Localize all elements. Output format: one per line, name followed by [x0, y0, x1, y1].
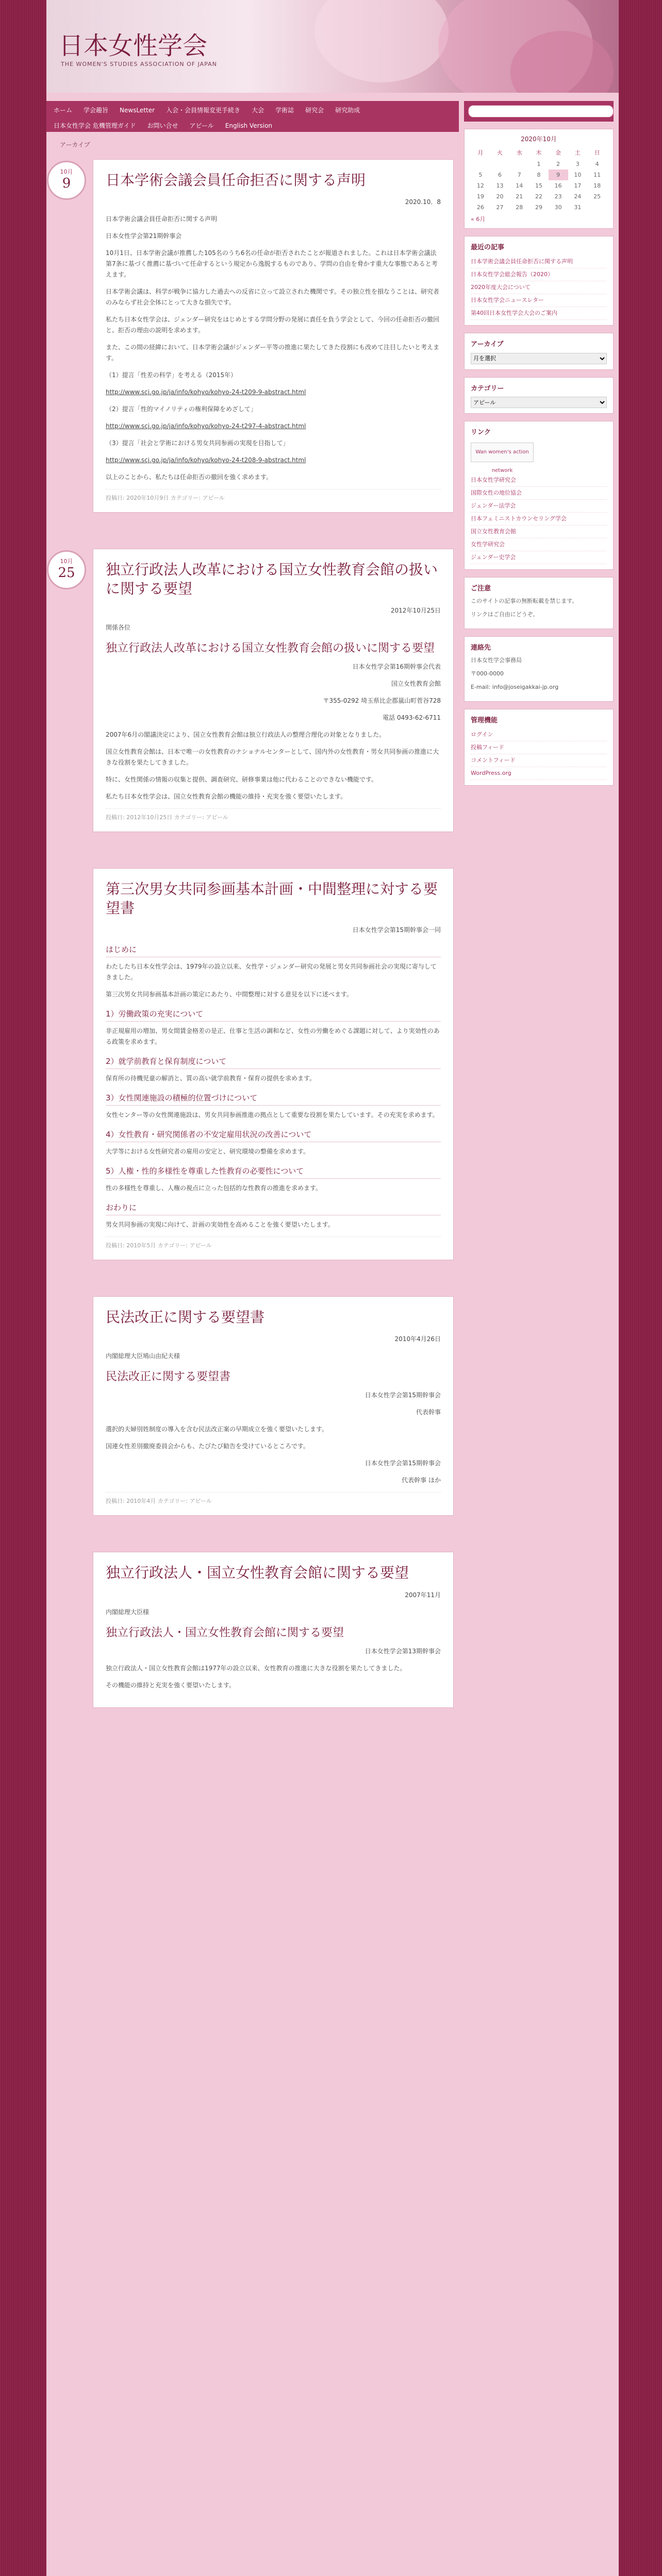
post-paragraph: 選択的夫婦別姓制度の導入を含む民法改正案の早期成立を強く要望いたします。 — [106, 1426, 328, 1433]
calendar-day[interactable]: 28 — [516, 204, 523, 211]
calendar-weekday: 水 — [516, 149, 522, 156]
post-addressee: 内閣総理大臣鳩山由紀夫様 — [106, 1352, 180, 1360]
header-banner — [46, 0, 619, 93]
admin-link[interactable]: 投稿フィード — [471, 741, 607, 754]
search-box — [464, 101, 614, 122]
external-link[interactable]: 日本フェミニストカウンセリング学会 — [471, 513, 607, 526]
reference-text: （2）提言「性的マイノリティの権利保障をめざして」 — [106, 405, 257, 413]
post-subtitle: 民法改正に関する要望書 — [106, 1370, 231, 1384]
calendar-day[interactable]: 15 — [535, 182, 542, 189]
notice-title: ご注意 — [471, 585, 491, 592]
calendar-day[interactable]: 19 — [476, 193, 484, 200]
post-article — [58, 549, 454, 832]
post-sender: 日本女性学会第13期幹事会 — [365, 1647, 441, 1655]
nav-item[interactable]: 研究会 — [305, 107, 324, 114]
calendar-day — [587, 202, 607, 213]
calendar-day[interactable]: 17 — [574, 182, 582, 189]
post-paragraph: 私たち日本女性学会は、国立女性教育会館の機能の維持・充実を強く要望いたします。 — [106, 793, 347, 801]
section-paragraph: 性の多様性を尊重し、人権の視点に立った包括的な性教育の推進を求めます。 — [106, 1184, 322, 1192]
calendar-weekday: 日 — [594, 149, 600, 156]
external-link[interactable]: 国立女性教育会館 — [471, 526, 607, 538]
site-subtitle: THE WOMEN'S STUDIES ASSOCIATION OF JAPAN — [61, 61, 217, 67]
calendar-widget — [464, 129, 614, 229]
calendar-week-row — [471, 180, 607, 191]
date-badge — [47, 161, 86, 200]
calendar-day[interactable]: 9 — [549, 170, 568, 180]
calendar-day[interactable]: 7 — [517, 172, 521, 178]
calendar-week-row — [471, 159, 607, 170]
calendar-weekday: 火 — [497, 149, 503, 156]
post-paragraph: 特に、女性関係の情報の収集と提供、調査研究、研修事業は他に代わることのできない機能です。 — [106, 776, 378, 784]
post-signer: 代表幹事 ほか — [402, 1477, 441, 1484]
calendar-day[interactable]: 1 — [537, 161, 541, 167]
external-link[interactable]: 女性学研究会 — [471, 538, 607, 551]
post-date: 2012年10月25日 — [390, 607, 441, 615]
calendar-day[interactable]: 26 — [476, 204, 484, 211]
recent-posts-widget — [464, 236, 614, 326]
calendar-week-row — [471, 170, 607, 180]
calendar-day — [490, 159, 510, 170]
post-paragraph: 国連女性差別撤廃委員会からも、たびたび勧告を受けているところです。 — [106, 1443, 309, 1450]
contact-widget — [464, 636, 614, 702]
section-heading: 3）女性関連施設の積極的位置づけについて — [106, 1092, 441, 1106]
post-paragraph: 第三次男女共同参画基本計画の策定にあたり、中間整理に対する意見を以下に述べます。 — [106, 990, 353, 998]
post-article — [93, 1552, 454, 1707]
calendar-weekday: 金 — [555, 149, 561, 156]
post-title[interactable]: 第三次男女共同参画基本計画・中間整理に対する要望書 — [106, 880, 438, 917]
post-paragraph: 独立行政法人・国立女性教育会館は1977年の設立以来、女性教育の推進に大きな役割を果たしてきました。 — [106, 1664, 406, 1672]
recent-post-link[interactable]: 第40回日本女性学会大会のご案内 — [471, 307, 607, 320]
post-subtitle: 独立行政法人・国立女性教育会館に関する要望 — [106, 1626, 344, 1639]
nav-item[interactable]: 学会趣旨 — [84, 107, 109, 114]
post-sender: 日本女性学会第16期幹事会代表 — [352, 663, 441, 671]
notice-body — [471, 597, 607, 619]
post-sender: 〒355-0292 埼玉県比企郡嵐山町菅谷728 — [323, 697, 441, 705]
recent-posts-title: 最近の記事 — [471, 244, 505, 251]
contact-title: 連絡先 — [471, 644, 491, 652]
calendar-day[interactable]: 27 — [496, 204, 504, 211]
admin-link[interactable]: コメントフィード — [471, 754, 607, 767]
calendar-day[interactable]: 11 — [593, 172, 601, 178]
category-select[interactable] — [471, 397, 607, 408]
notice-text: このサイトの記事の無断転載を禁じます。 — [471, 598, 578, 604]
calendar-day[interactable]: 30 — [554, 204, 562, 211]
post-sender: 日本女性学会第15期幹事会 — [365, 1392, 441, 1399]
calendar-day[interactable]: 14 — [516, 182, 523, 189]
calendar-day[interactable]: 10 — [574, 172, 582, 178]
category-title: カテゴリー — [471, 384, 504, 393]
calendar-day[interactable]: 16 — [554, 182, 562, 189]
post-paragraph: 日本学術会議会員任命拒否に関する声明 — [106, 215, 218, 223]
section-heading: はじめに — [106, 944, 441, 957]
post-date: 2010年4月26日 — [394, 1335, 441, 1343]
calendar-day[interactable]: 20 — [496, 193, 504, 200]
nav-row-secondary — [46, 116, 459, 132]
post-footer: 投稿日: 2010年5月 カテゴリー: アピール — [106, 1236, 441, 1249]
contact-line: 〒000-0000 — [471, 670, 504, 677]
external-link[interactable]: 日本女性学研究会 — [471, 474, 607, 487]
calendar-header-row — [471, 146, 607, 159]
calendar-weekday: 土 — [574, 149, 581, 156]
recent-post-link[interactable]: 2020年度大会について — [471, 281, 607, 294]
post-article — [93, 868, 454, 1260]
section-paragraph: 女性センター等の女性関連施設は、男女共同参画推進の拠点として重要な役割を果たしています。その充実を求めます。 — [106, 1111, 439, 1118]
links-list — [471, 474, 607, 564]
reference-text: （1）提言「性差の科学」を考える（2015年） — [106, 371, 237, 379]
archive-title: アーカイブ — [471, 341, 504, 348]
post-title[interactable]: 日本学術会議会員任命拒否に関する声明 — [106, 172, 366, 189]
wan-banner[interactable]: Wan women's action network — [471, 443, 534, 462]
post-paragraph: その機能の維持と充実を強く要望いたします。 — [106, 1681, 236, 1689]
site-title[interactable]: 日本女性学会 — [59, 31, 208, 60]
date-badge-month: 10月 — [60, 168, 73, 175]
main-nav — [46, 101, 459, 132]
archive-widget — [464, 333, 614, 370]
recent-posts-list — [471, 256, 607, 320]
nav-item[interactable]: 学術誌 — [275, 107, 294, 114]
recent-post-link[interactable]: 日本女性学会ニュースレター — [471, 294, 607, 307]
calendar-day[interactable]: 3 — [575, 161, 580, 167]
post-title[interactable]: 民法改正に関する要望書 — [106, 1308, 265, 1326]
calendar-day[interactable]: 2 — [556, 161, 560, 167]
post-sender: 国立女性教育会館 — [391, 680, 441, 688]
nav-item[interactable]: English Version — [225, 122, 273, 129]
reference-text: （3）提言「社会と学術における男女共同参画の実現を目指して」 — [106, 439, 289, 447]
post-paragraph: 2007年6月の閣議決定により、国立女性教育会館は独立行政法人の整理合理化の対象となりました。 — [106, 731, 386, 739]
post-footer: 投稿日: 2010年4月 カテゴリー: アピール — [106, 1492, 441, 1505]
calendar-weekday: 月 — [477, 149, 484, 156]
section-heading: 5）人権・性的多様性を尊重した性教育の必要性について — [106, 1165, 441, 1179]
nav-item[interactable]: アピール — [189, 122, 214, 129]
calendar-week-row — [471, 191, 607, 202]
post-addressee: 内閣総理大臣様 — [106, 1608, 150, 1616]
notice-text: リンクはご自由にどうぞ。 — [471, 611, 539, 618]
reference-link[interactable]: http://www.scj.go.jp/ja/info/kohyo/kohyo-24-t209-9-abstract.html — [106, 388, 306, 396]
calendar-day[interactable]: 24 — [574, 193, 582, 200]
section-heading: 4）女性教育・研究関係者の不安定雇用状況の改善について — [106, 1129, 441, 1142]
calendar-prev-link[interactable]: « 6月 — [471, 216, 486, 223]
section-heading: おわりに — [106, 1202, 441, 1215]
post-closing: 以上のことから、私たちは任命拒否の撤回を強く求めます。 — [106, 473, 273, 481]
contact-body — [471, 656, 607, 692]
calendar-day[interactable]: 12 — [476, 182, 484, 189]
search-input[interactable] — [468, 105, 614, 117]
post-paragraph: 私たち日本女性学会は、ジェンダー研究をはじめとする学問分野の発展に責任を負う学会として、今回の任命拒否の撤回と、拒否の理由の説明を求めます。 — [106, 316, 440, 334]
calendar-day[interactable]: 23 — [554, 193, 562, 200]
section-paragraph: 保育所の待機児童の解消と、質の高い就学前教育・保育の提供を求めます。 — [106, 1074, 316, 1082]
breadcrumb: アーカイブ — [60, 141, 90, 148]
contact-line: E-mail: info@joseigakkai-jp.org — [471, 684, 559, 690]
post-addressee: 関係各位 — [106, 624, 131, 632]
post-paragraph: 国立女性教育会館は、日本で唯一の女性教育のナショナルセンターとして、国内外の女性教育・男女共同参画の推進に大きな役割を果たしてきました。 — [106, 748, 439, 767]
page-frame — [46, 0, 619, 2576]
date-badge-day: 25 — [58, 565, 75, 581]
admin-link[interactable]: WordPress.org — [471, 767, 607, 780]
main-content — [46, 135, 459, 1744]
post-paragraph: わたしたち日本女性学会は、1979年の設立以来、女性学・ジェンダー研究の発展と男女共同参画社会の実現に寄与してきました。 — [106, 962, 437, 981]
post-paragraph: 日本学術会議は、科学が戦争に協力した過去への反省に立って設立された機関です。その独立性を損なうことは、研究者のみならず社会全体にとって大きな損失です。 — [106, 288, 440, 307]
admin-link[interactable]: ログイン — [471, 728, 607, 741]
calendar-day[interactable]: 6 — [498, 172, 502, 178]
post-paragraph: 日本女性学会第21期幹事会 — [106, 232, 182, 240]
post-footer: 投稿日: 2020年10月9日 カテゴリー: アピール — [106, 489, 441, 502]
post-closing: 男女共同参画の実現に向けて、計画の実効性を高めることを強く要望いたします。 — [106, 1221, 334, 1228]
calendar-caption: 2020年10月 — [521, 135, 557, 143]
post-paragraph: また、この間の経緯において、日本学術会議がジェンダー平等の推進に果たしてきた役割にも改めて注目したいと考えます。 — [106, 344, 440, 362]
external-link[interactable]: 国際女性の地位協会 — [471, 487, 607, 500]
nav-item[interactable]: 日本女性学会 危機管理ガイド — [54, 122, 136, 129]
post-title[interactable]: 独立行政法人・国立女性教育会館に関する要望 — [106, 1564, 409, 1582]
recent-post-link[interactable]: 日本女性学会総会報告（2020） — [471, 268, 607, 281]
links-title: リンク — [471, 429, 491, 436]
sidebar — [464, 101, 614, 786]
post-footer: 投稿日: 2012年10月25日 カテゴリー: アピール — [106, 808, 441, 821]
nav-item[interactable]: ホーム — [54, 107, 73, 114]
nav-item[interactable]: 大会 — [252, 107, 264, 114]
section-paragraph: 非正規雇用の増加、男女間賃金格差の是正、仕事と生活の調和など、女性の労働をめぐる課題に対して、より実効性のある政策を求めます。 — [106, 1027, 440, 1045]
calendar-week-row — [471, 202, 607, 213]
admin-title: 管理機能 — [471, 717, 498, 724]
post-article — [93, 1296, 454, 1516]
reference-link[interactable]: http://www.scj.go.jp/ja/info/kohyo/kohyo-24-t208-9-abstract.html — [106, 456, 306, 464]
post-list — [58, 159, 454, 1708]
external-link[interactable]: ジェンダー史学会 — [471, 551, 607, 564]
calendar-day[interactable]: 22 — [535, 193, 542, 200]
external-link[interactable]: ジェンダー法学会 — [471, 500, 607, 513]
calendar-weekday: 木 — [536, 149, 542, 156]
post-paragraph: 10月1日、日本学術会議が推薦した105名のうち6名の任命が拒否されたことが報道されました。これは日本学術会議法第7条に基づく推薦に基づいて任命するという規定から逸脱するものであり、学問の自由を脅かす重大な事態であると考えます。 — [106, 249, 438, 279]
post-date: 2020.10．8 — [405, 198, 441, 206]
section-paragraph: 大学等における女性研究者の雇用の安定と、研究環境の整備を求めます。 — [106, 1147, 310, 1155]
calendar-day — [471, 159, 490, 170]
calendar-day[interactable]: 5 — [478, 172, 483, 178]
date-badge — [47, 550, 86, 589]
calendar-day[interactable]: 18 — [593, 182, 601, 189]
date-badge-month: 10月 — [60, 558, 73, 565]
calendar-day[interactable]: 8 — [537, 172, 541, 178]
contact-line: 日本女性学会事務局 — [471, 657, 522, 664]
calendar-day[interactable]: 13 — [496, 182, 504, 189]
calendar-day[interactable]: 21 — [516, 193, 523, 200]
date-badge-day: 9 — [62, 176, 71, 191]
post-sender: 代表幹事 — [416, 1409, 441, 1416]
nav-item[interactable]: お問い合せ — [147, 122, 178, 129]
calendar-day[interactable]: 25 — [593, 193, 601, 200]
post-date: 2007年11月 — [405, 1591, 441, 1599]
category-widget — [464, 377, 614, 414]
calendar-day[interactable]: 31 — [574, 204, 582, 211]
calendar-table — [471, 146, 607, 213]
calendar-day[interactable]: 29 — [535, 204, 542, 211]
post-article — [60, 159, 454, 513]
nav-item[interactable]: 研究助成 — [335, 107, 360, 114]
calendar-day — [509, 159, 529, 170]
post-sender: 電話 0493-62-6711 — [383, 714, 441, 722]
post-subtitle: 独立行政法人改革における国立女性教育会館の扱いに関する要望 — [106, 642, 435, 655]
recent-post-link[interactable]: 日本学術会議会員任命拒否に関する声明 — [471, 256, 607, 268]
post-sender: 日本女性学会第15期幹事会一同 — [352, 926, 441, 934]
reference-link[interactable]: http://www.scj.go.jp/ja/info/kohyo/kohyo-24-t297-4-abstract.html — [106, 422, 306, 430]
admin-list — [471, 728, 607, 780]
links-widget — [464, 421, 614, 570]
archive-select[interactable] — [471, 353, 607, 364]
calendar-day[interactable]: 4 — [595, 161, 599, 167]
nav-item[interactable]: 入会・会員情報変更手続き — [166, 107, 241, 114]
post-title[interactable]: 独立行政法人改革における国立女性教育会館の扱いに関する要望 — [106, 561, 438, 597]
post-signer: 日本女性学会第15期幹事会 — [365, 1460, 441, 1467]
section-heading: 2）就学前教育と保育制度について — [106, 1056, 441, 1069]
admin-widget — [464, 709, 614, 786]
nav-item[interactable]: NewsLetter — [120, 107, 155, 114]
nav-row-primary — [46, 101, 459, 116]
notice-widget — [464, 577, 614, 629]
section-heading: 1）労働政策の充実について — [106, 1008, 441, 1022]
